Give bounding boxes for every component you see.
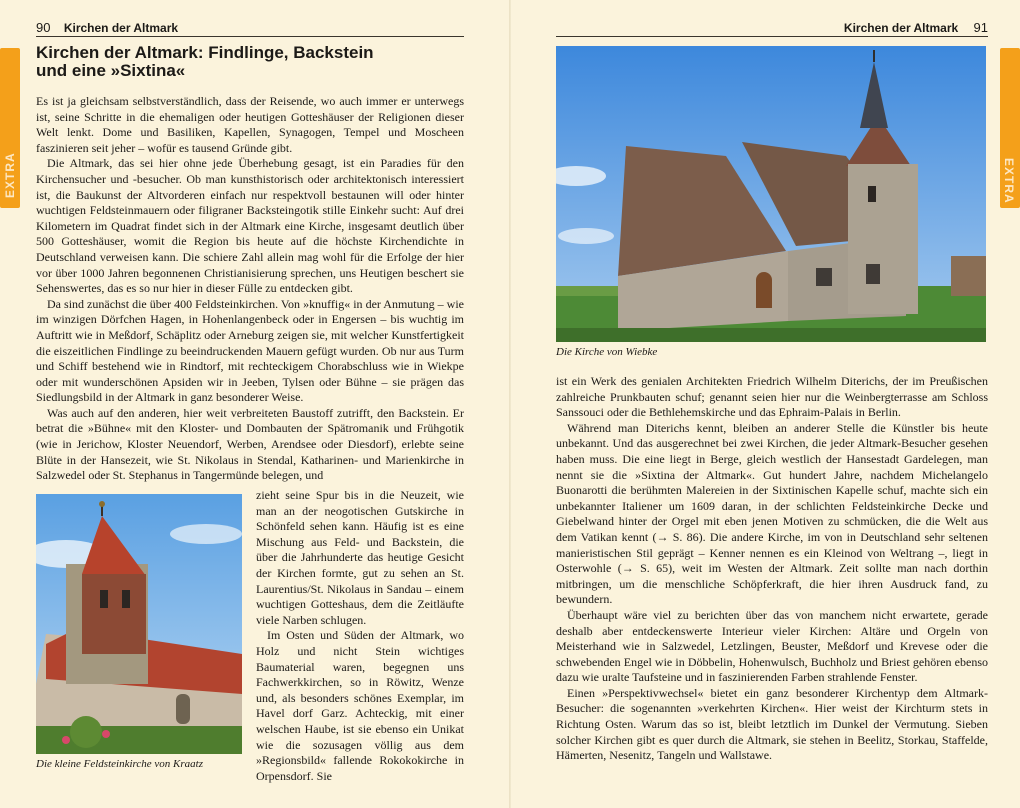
article-title-line1: Kirchen der Altmark: Findlinge, Backstein xyxy=(36,43,374,62)
right-page xyxy=(510,0,1020,808)
kraatz-church-photo xyxy=(36,494,242,754)
wiebke-photo-caption: Die Kirche von Wiebke xyxy=(556,346,658,358)
left-extra-tab-label: EXTRA xyxy=(3,152,17,198)
right-paragraph-3: Überhaupt wäre viel zu berichten über das von manchem nicht erwartete, gerade deshalb aber entdeckenswerte Interieur vieler Kirchen: Altäre und Orgeln von Meisterhand wie in Salzwedel, Letzlingen, Beuster, Meßdorf und Krevese oder die schwebenden Engel wie in Döbbelin, Hohenwulsch, Buchholz und Briest gehören ebenso dazu wie uralte Taufsteine und in faszinierenden Farben strahlende Fenster. xyxy=(556,607,988,685)
right-body-text xyxy=(556,374,988,764)
article-title-line2: und eine »Sixtina« xyxy=(36,61,186,80)
right-paragraph-4: Einen »Perspektivwechsel« bietet ein ganz besonderer Kirchentyp dem Altmark-Besucher: die sogenannten »verkehrten Kirchen«. Hier weist der Kirchturm stets in Richtung Osten. Warum das so ist, bleibt letztlich im Dunkel der Vermutung. Sieben solcher Kirchen gibt es quer durch die Altmark, sie stehen in Beelitz, Storkau, Staffelde, Hämerten, Nesenitz, Tangeln und Wallstawe. xyxy=(556,685,988,763)
left-column-paragraph-2: Im Osten und Süden der Altmark, wo Holz und nicht Stein wichtiges Baumaterial waren, begegnen uns Fachwerkkirchen, so in Röwitz, Wenze und, als besonders schönes Exemplar, im Havel dorf Garz. Achteckig, mit einer welschen Haube, ist sie ebenso ein Unikat wie die sozusagen völlig aus dem »Regionsbild« fallende Rokokokirche in Orpensdorf. Sie xyxy=(256,628,464,783)
left-paragraph-4: Was auch auf den anderen, hier weit verbreiteten Baustoff zutrifft, den Backstein. Er betrat die »Bühne« mit den Kloster- und Dombauten der Spätromanik und Frühgotik (wie in Jerichow, Kloster Neuendorf, Werben, Arendsee oder Diesdorf), erlebte seine Blüte in der Hansezeit, wie St. Nikolaus in Stendal, Katharinen- und Marienkirche in Salzwedel oder St. Stephanus in Tangermünde belegen, und xyxy=(36,405,464,483)
wiebke-church-photo xyxy=(556,46,986,342)
right-header-title: Kirchen der Altmark xyxy=(843,21,959,35)
left-paragraph-1: Es ist ja gleichsam selbstverständlich, dass der Reisende, wo auch immer er unterwegs ist, seine Schritte in die ehemaligen oder heutigen Gotteshäuser der Religionen dieser Welt lenkt. Dome und Basiliken, Kapellen, Synagogen, Tempel und Moscheen faszinieren seit jeher – wofür es tausend Gründe gibt. xyxy=(36,94,464,155)
left-header-title: Kirchen der Altmark xyxy=(63,21,179,35)
right-extra-tab xyxy=(1000,48,1020,208)
right-paragraph-2: Während man Diterichs kennt, bleiben an anderer Stelle die Künstler bis heute unbekannt. Und das ausgerechnet bei zwei Kirchen, die jeder Altmark-Besucher gesehen haben muss. Die eine liegt in Berge, gleich westlich der Hansestadt Gardelegen, man nennt sie die »Sixtina der Altmark«. Gut hundert Jahre, nachdem Michelangelo Buonarotti die berühmten Malereien in der Sixtinischen Kapelle schuf, machte sich ein unbekannter Italiener um 1609 daran, in der schlichten Feldsteinkirche Decke und Giebelwand hinter der Orgel mit eben jenen Motiven zu schmücken, die die Welt aus dem Vatikan kennt (→ S. 86). Die andere Kirche, im von in Deutschland sehr seltenen manieristischen Stil geprägt – Kenner nennen es ein Kleinod von Weltrang –, liegt in Osterwohle (→ S. 65), weit im Westen der Altmark. Zeit sollte man nach dorthin mitbringen, um die menschliche Schöpferkraft, die hier ihren Ausdruck fand, zu bewundern. xyxy=(556,420,988,607)
left-column-paragraph-1: zieht seine Spur bis in die Neuzeit, wie man an der neogotischen Gutskirche in Schönfeld sehen kann. Häufig ist es eine Mischung aus Feld- und Backstein, die über die Jahrhunderte das heutige Gesicht der Kirchen formte, gut zu sehen an St. Laurentius/St. Nikolaus in Sandau – einem wuchtigen Gotteshaus, dem die Zeitläufte viele Narben schlugen. xyxy=(256,488,464,627)
left-extra-tab xyxy=(0,48,20,208)
left-paragraph-3: Da sind zunächst die über 400 Feldsteinkirchen. Von »knuffig« in der Anmutung – wie im winzigen Dörfchen Hagen, in Hohenlangenbeck oder in Engersen – bis wuchtig im Auftritt wie in Meßdorf, Schäplitz oder Arneburg zeigen sie, mit welcher Kunstfertigkeit die eiszeitlichen Findlinge zu beeindruckenden Mauern gefügt wurden. Ob nur aus Turm und Schiff bestehend wie in Rindtorf, mit rechteckigem Chorabschluss wie in Wiekpe oder mit wunderschönen Apsiden wir in Jeeben, Tylsen oder Bühne – sie prägen das Siedlungsbild in der Altmark in ganz besonderer Weise. xyxy=(36,296,464,405)
kraatz-photo-caption: Die kleine Feldsteinkirche von Kraatz xyxy=(36,758,203,770)
right-extra-tab-label: EXTRA xyxy=(1002,158,1016,204)
right-paragraph-1: ist ein Werk des genialen Architekten Friedrich Wilhelm Diterichs, der im Preußischen zahlreiche Prunkbauten schuf; genannt seien hier nur die Weinbergterrasse am Schloss Sanssouci oder die Bethlehemskirche und das Ephraim-Palais in Berlin. xyxy=(556,374,988,420)
left-column-text xyxy=(256,488,464,784)
article-title xyxy=(36,44,464,80)
left-paragraph-2: Die Altmark, das sei hier ohne jede Überhebung gesagt, ist ein Paradies für den Kirchensucher und -besucher. Ob man kunsthistorisch oder architektonisch interessiert ist, die Baukunst der Altvorderen einfach nur respektvoll bestaunen will oder hinter wuchtigen Feldsteinmauern oder filigraner Backsteingotik stille Einkehr sucht: Auf drei Kilometern im Quadrat findet sich in der Altmark eine Kirche, insgesamt deutlich über 500 Gotteshäuser, womit die Region bis heute auf die höchste Kirchendichte in Deutschland verweisen kann. Die schiere Zahl allein mag wohl für die Erfolge der hier vor über 1000 Jahren begonnenen Christianisierung sprechen, uns Heutigen beschert sie Sehenswertes, das es so nur hier in dieser Fülle zu entdecken gibt. xyxy=(36,156,464,296)
left-body-text xyxy=(36,94,464,484)
left-running-header xyxy=(36,20,464,37)
right-running-header xyxy=(556,20,988,37)
left-page-number: 90 xyxy=(36,20,51,35)
right-page-number: 91 xyxy=(973,20,988,35)
